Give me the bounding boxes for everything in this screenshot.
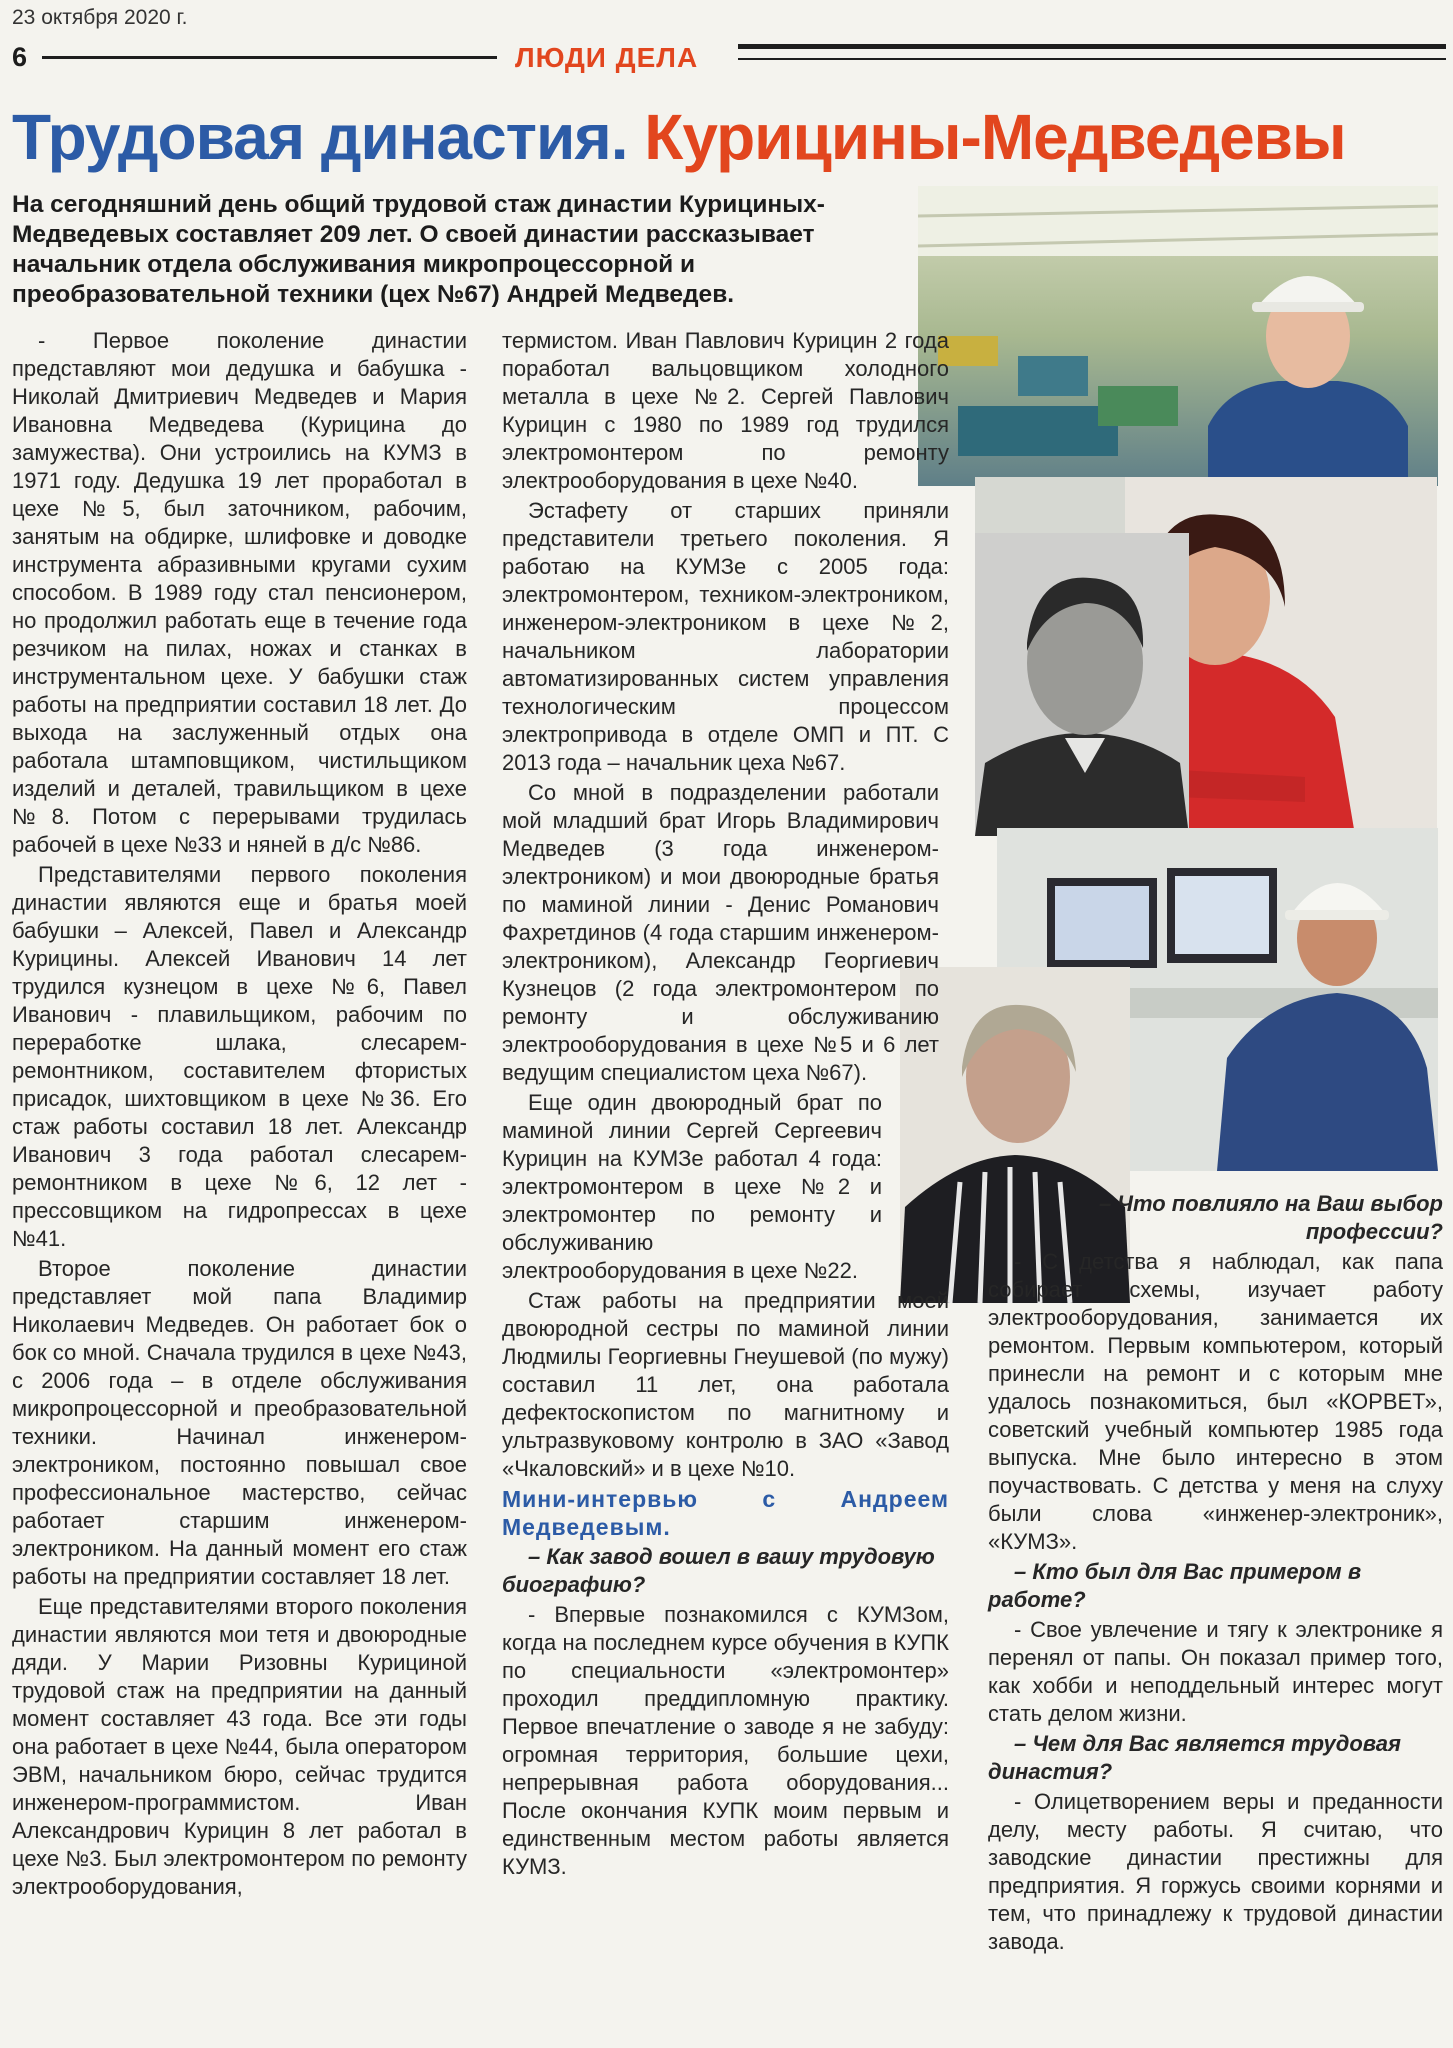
interview-question-3: – Кто был для Вас примером в работе? xyxy=(988,1559,1362,1612)
interview-answer-3: - Свое увлечение и тягу к электронике я перенял от папы. Он показал пример того, как хобби и неподдельный интерес могут стать делом жизни. xyxy=(988,1617,1443,1726)
article-column-1 xyxy=(12,327,467,1903)
article-column-2 xyxy=(502,327,949,1883)
paragraph: Второе поколение династии представляет мой папа Владимир Николаевич Медведев. Он работает бок о бок со мной. Сначала трудился в цехе №43, с 2006 года – в отделе обслуживания микропроцессорной и преобразовательной техники. Начинал инженером-электроником, постоянно повышал свое профессиональное мастерство, сейчас работает старшим инженером-электроником. На данный момент его стаж работы на предприятии составляет 18 лет. xyxy=(12,1256,467,1589)
paragraph: Эстафету от старших приняли представители третьего поколения. Я работаю на КУМЗе с 2005 года: электромонтером, техником-электроником, инженером-электроником в цехе №2, начальником лаборатории автоматизированных систем управления технологическим процессом электропривода в отделе ОМП и ПТ. С 2013 года – начальник цеха №67. xyxy=(502,498,949,775)
page-number: 6 xyxy=(12,42,28,72)
photo-factory-worker xyxy=(918,186,1438,486)
header-rule-left xyxy=(42,56,497,59)
headline-part-1: Трудовая династия. xyxy=(12,101,628,173)
article-column-3 xyxy=(988,1190,1443,1958)
paragraph: Со мной в подразделении работали мой младший брат Игорь Владимирович Медведев (3 года инженером-электроником) и мои двоюродные братья по маминой линии - Денис Романович Фахретдинов (4 года старшим инженером-электроником), Александр Георгиевич Кузнецов (2 года электромонтером по ремонту и обслуживанию электрооборудования в цехе №5 и 6 лет ведущим специалистом цеха №67). xyxy=(502,780,939,1085)
interview-subhead: Мини-интервью с Андреем Медведевым. xyxy=(502,1486,949,1540)
issue-date: 23 октября 2020 г. xyxy=(12,6,188,29)
interview-question-4: – Чем для Вас является трудовая династия? xyxy=(988,1731,1401,1784)
interview-answer-4: - Олицетворением веры и преданности делу, месту работы. Я считаю, что заводские династии престижны для предприятия. Я горжусь своими корнями и тем, что принадлежу к трудовой династии завода. xyxy=(988,1789,1443,1954)
interview-answer-2: - С детства я наблюдал, как папа собирает схемы, изучает работу электрооборудования, занимается их ремонтом. Первым компьютером, который принесли на ремонт и с которым мне удалось познакомиться, был «КОРВЕТ», советский учебный компьютер 1985 года выпуска. Мне было интересно в этом поучаствовать. С детства у меня на слуху были слова «инженер-электроник», «КУМЗ». xyxy=(988,1249,1443,1554)
paragraph: Еще один двоюродный брат по маминой линии Сергей Сергеевич Курицин на КУМЗе работал 4 года: электромонтером в цехе №2 и электромонтер по ремонту и обслуживанию электрооборудования в цехе №22. xyxy=(502,1090,882,1283)
paragraph: - Первое поколение династии представляют мои дедушка и бабушка - Николай Дмитриевич Медведев и Мария Ивановна Медведева (Курицина до замужества). Они устроились на КУМЗ в 1971 году. Дедушка 19 лет проработал в цехе №5, был заточником, рабочим, занятым на обдирке, шлифовке и доводке инструмента абразивными кругами сухим способом. В 1989 году стал пенсионером, но продолжил работать еще в течение года резчиком на пилах, ножах и станках в инструментальном цехе. У бабушки стаж работы на предприятии составил 18 лет. До выхода на заслуженный отдых она работала штамповщиком, чистильщиком изделий и деталей, травильщиком в цехе №8. Потом с перерывами трудилась рабочей в цехе №33 и няней в д/с №86. xyxy=(12,328,467,857)
interview-question-2: – Что повлияло на Ваш выбор профессии? xyxy=(1099,1191,1443,1244)
section-title: ЛЮДИ ДЕЛА xyxy=(515,42,699,73)
photo-grandfather-bw xyxy=(975,533,1189,836)
paragraph: Стаж работы на предприятии моей двоюродной сестры по маминой линии Людмилы Георгиевны Гнеушевой (по мужу) составил 11 лет, она работала дефектоскопистом по магнитному и ультразвуковому контролю в ЗАО «Завод «Чкаловский» и в цехе №10. xyxy=(502,1288,949,1481)
interview-question-1: – Как завод вошел в вашу трудовую биографию? xyxy=(502,1544,935,1597)
article-lead: На сегодняшний день общий трудовой стаж династии Курициных-Медведевых составляет 209 лет. О своей династии рассказывает начальник отдела обслуживания микропроцессорной и преобразовательной техники (цех №67) Андрей Медведев. xyxy=(12,191,825,308)
header-rule-right xyxy=(738,44,1446,60)
paragraph: Еще представителями второго поколения династии являются мои тетя и двоюродные дяди. У Марии Ризовны Курициной трудовой стаж на предприятии на данный момент составляет 43 года. Все эти годы она работает в цехе №44, была оператором ЭВМ, начальником бюро, сейчас трудится инженером-программистом. Иван Александрович Курицин 8 лет работал в цехе №3. Был электромонтером по ремонту электрооборудования, xyxy=(12,1594,467,1899)
paragraph: термистом. Иван Павлович Курицин 2 года поработал вальцовщиком холодного металла в цехе №2. Сергей Павлович Курицин с 1980 по 1989 год трудился электромонтером по ремонту электрооборудования в цехе №40. xyxy=(502,328,949,493)
interview-answer-1: - Впервые познакомился с КУМЗом, когда на последнем курсе обучения в КУПК по специальности «электромонтер» проходил преддипломную практику. Первое впечатление о заводе я не забуду: огромная территория, большие цехи, непрерывная работа оборудования... После окончания КУПК моим первым и единственным местом работы является КУМЗ. xyxy=(502,1602,949,1879)
paragraph: Представителями первого поколения династии являются еще и братья моей бабушки – Алексей, Павел и Александр Курицины. Алексей Иванович 14 лет трудился кузнецом в цехе №6, Павел Иванович - плавильщиком, рабочим по переработке шлака, слесарем-ремонтником, составителем фтористых присадок, шихтовщиком в цехе №36. Его стаж работы составил 18 лет. Александр Иванович 3 года работал слесарем-ремонтником в цехе №6, 12 лет - прессовщиком на гидропрессах в цехе №41. xyxy=(12,862,467,1251)
headline-part-2: Курицины-Медведевы xyxy=(644,101,1346,173)
article-headline xyxy=(12,100,1452,174)
